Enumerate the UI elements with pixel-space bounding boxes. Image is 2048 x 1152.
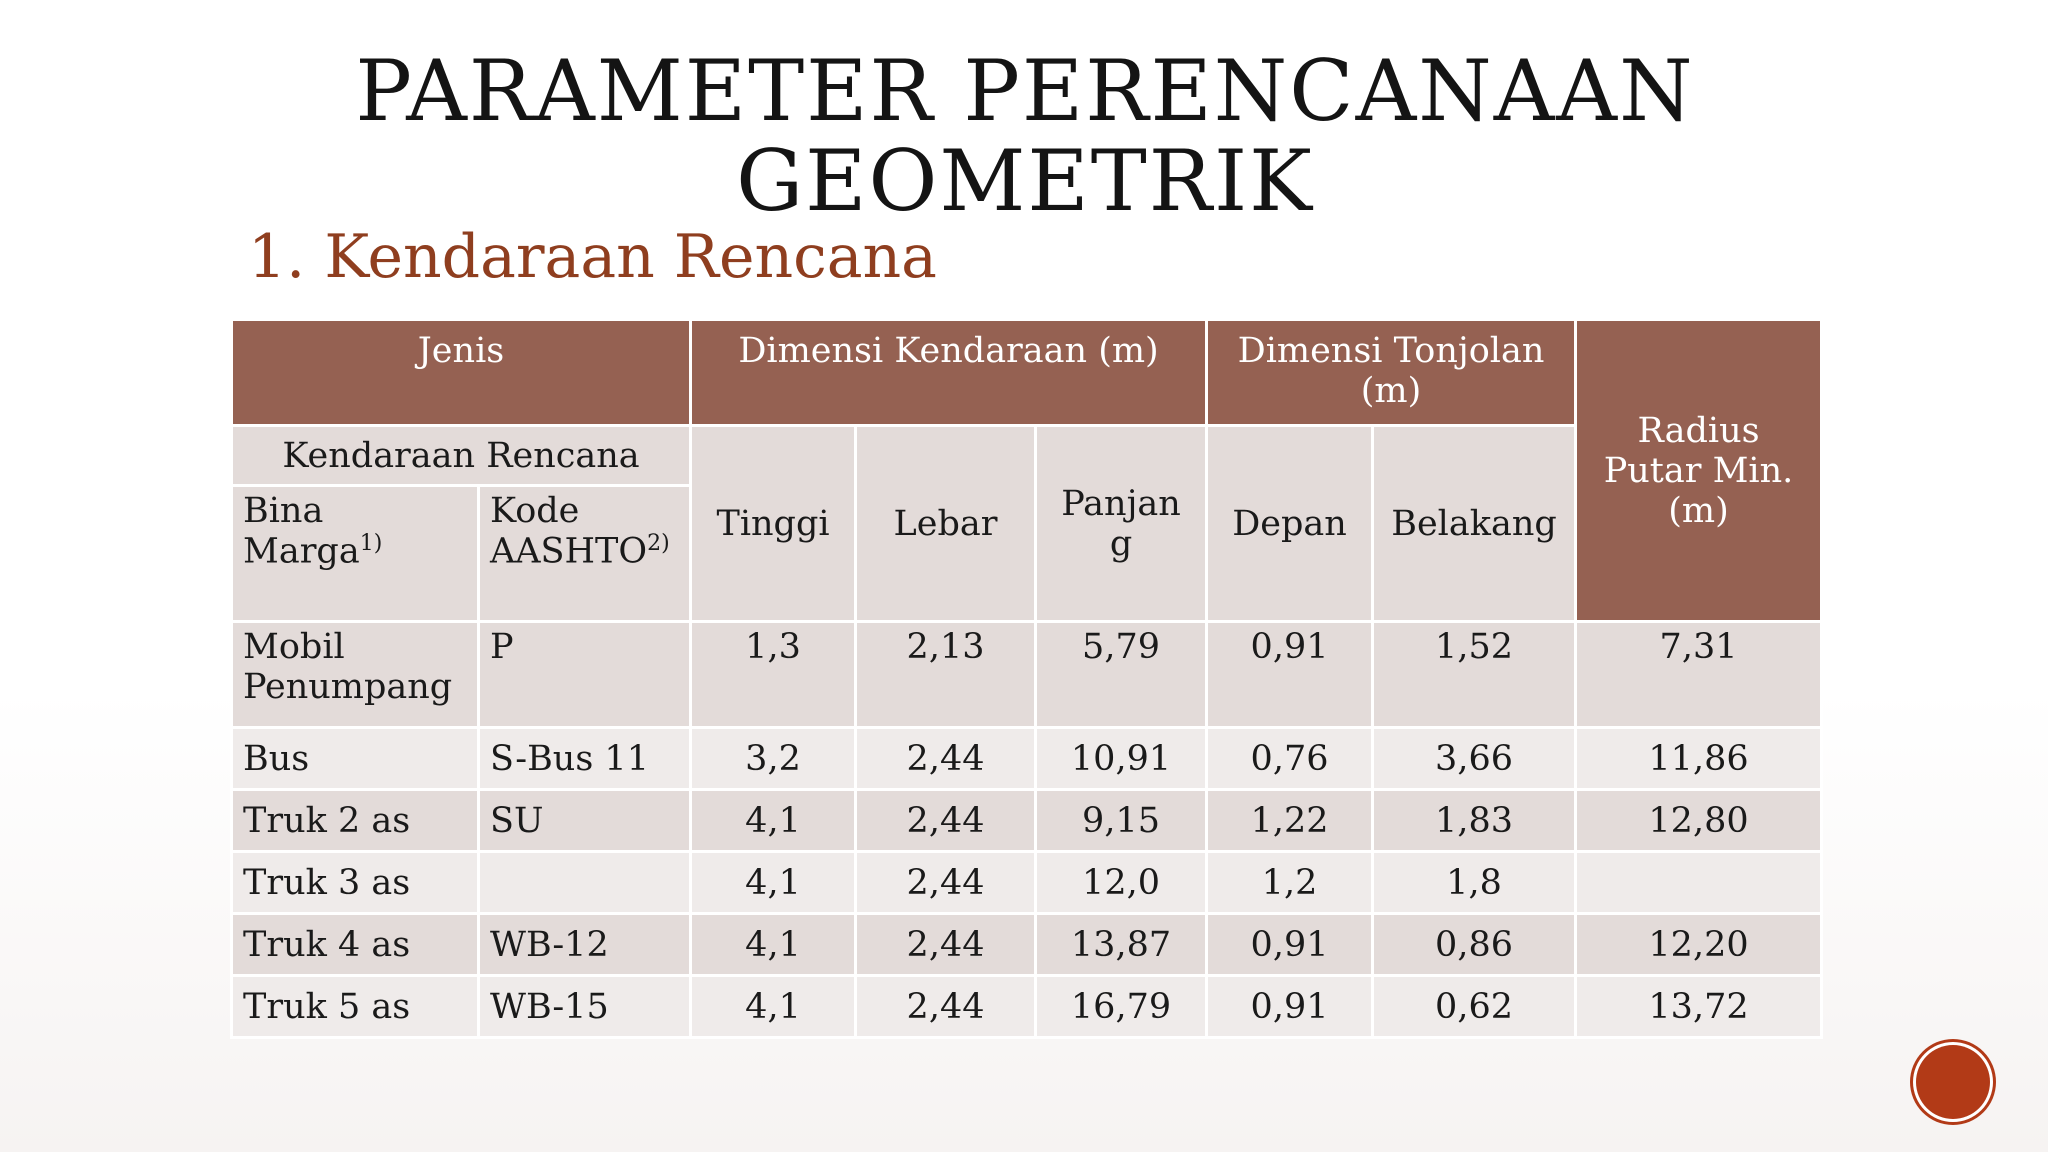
table-row [232, 914, 1822, 976]
slide-title [300, 42, 1750, 230]
cell-tinggi: 4,1 [691, 852, 856, 914]
header-depan: Depan [1207, 426, 1373, 622]
cell-panjang: 16,79 [1036, 976, 1207, 1038]
footnote-2: 2) [647, 531, 670, 556]
cell-radius [1576, 852, 1822, 914]
table-row [232, 976, 1822, 1038]
cell-kode: WB-15 [479, 976, 691, 1038]
table-row [232, 728, 1822, 790]
cell-panjang: 10,91 [1036, 728, 1207, 790]
cell-kode: WB-12 [479, 914, 691, 976]
cell-lebar: 2,44 [856, 852, 1036, 914]
cell-belakang: 1,8 [1373, 852, 1576, 914]
cell-bina-marga: Bus [232, 728, 479, 790]
cell-tinggi: 4,1 [691, 914, 856, 976]
header-tinggi: Tinggi [691, 426, 856, 622]
header-kendaraan-rencana: Kendaraan Rencana [232, 426, 691, 486]
cell-depan: 1,2 [1207, 852, 1373, 914]
title-line-2: GEOMETRIK [736, 132, 1314, 230]
vehicle-table [230, 318, 1823, 1039]
cell-kode: SU [479, 790, 691, 852]
header-belakang: Belakang [1373, 426, 1576, 622]
header-kode-aashto [479, 486, 691, 622]
cell-belakang: 0,86 [1373, 914, 1576, 976]
cell-panjang: 9,15 [1036, 790, 1207, 852]
cell-lebar: 2,13 [856, 622, 1036, 728]
header-bina-marga-label: Bina Marga [243, 491, 360, 572]
cell-radius: 12,80 [1576, 790, 1822, 852]
header-dimensi-kendaraan: Dimensi Kendaraan (m) [691, 320, 1207, 426]
cell-tinggi: 4,1 [691, 790, 856, 852]
header-lebar: Lebar [856, 426, 1036, 622]
table-row [232, 622, 1822, 728]
header-radius-putar: Radius Putar Min. (m) [1576, 320, 1822, 622]
slide-subtitle: 1. Kendaraan Rencana [248, 222, 937, 292]
cell-depan: 0,91 [1207, 976, 1373, 1038]
cell-kode [479, 852, 691, 914]
cell-belakang: 3,66 [1373, 728, 1576, 790]
cell-lebar: 2,44 [856, 728, 1036, 790]
cell-radius: 7,31 [1576, 622, 1822, 728]
cell-panjang: 5,79 [1036, 622, 1207, 728]
cell-radius: 13,72 [1576, 976, 1822, 1038]
cell-panjang: 12,0 [1036, 852, 1207, 914]
title-line-1: PARAMETER PERENCANAAN [355, 42, 1695, 140]
cell-depan: 0,76 [1207, 728, 1373, 790]
table-row [232, 852, 1822, 914]
cell-belakang: 0,62 [1373, 976, 1576, 1038]
cell-bina-marga: Truk 3 as [232, 852, 479, 914]
cell-bina-marga: Truk 2 as [232, 790, 479, 852]
cell-panjang: 13,87 [1036, 914, 1207, 976]
cell-bina-marga: Mobil Penumpang [232, 622, 479, 728]
cell-depan: 0,91 [1207, 914, 1373, 976]
cell-bina-marga: Truk 5 as [232, 976, 479, 1038]
cell-radius: 12,20 [1576, 914, 1822, 976]
table-row [232, 790, 1822, 852]
header-bina-marga [232, 486, 479, 622]
cell-bina-marga: Truk 4 as [232, 914, 479, 976]
slide-nav-circle-icon[interactable] [1916, 1045, 1990, 1119]
cell-kode: P [479, 622, 691, 728]
cell-depan: 0,91 [1207, 622, 1373, 728]
header-dimensi-tonjolan: Dimensi Tonjolan (m) [1207, 320, 1576, 426]
cell-lebar: 2,44 [856, 976, 1036, 1038]
cell-belakang: 1,52 [1373, 622, 1576, 728]
cell-tinggi: 3,2 [691, 728, 856, 790]
cell-lebar: 2,44 [856, 790, 1036, 852]
cell-tinggi: 4,1 [691, 976, 856, 1038]
cell-kode: S-Bus 11 [479, 728, 691, 790]
cell-depan: 1,22 [1207, 790, 1373, 852]
header-jenis: Jenis [232, 320, 691, 426]
cell-belakang: 1,83 [1373, 790, 1576, 852]
cell-tinggi: 1,3 [691, 622, 856, 728]
cell-lebar: 2,44 [856, 914, 1036, 976]
header-kode-aashto-label: Kode AASHTO [490, 491, 648, 572]
header-panjang: Panjan g [1036, 426, 1207, 622]
cell-radius: 11,86 [1576, 728, 1822, 790]
footnote-1: 1) [359, 531, 383, 556]
